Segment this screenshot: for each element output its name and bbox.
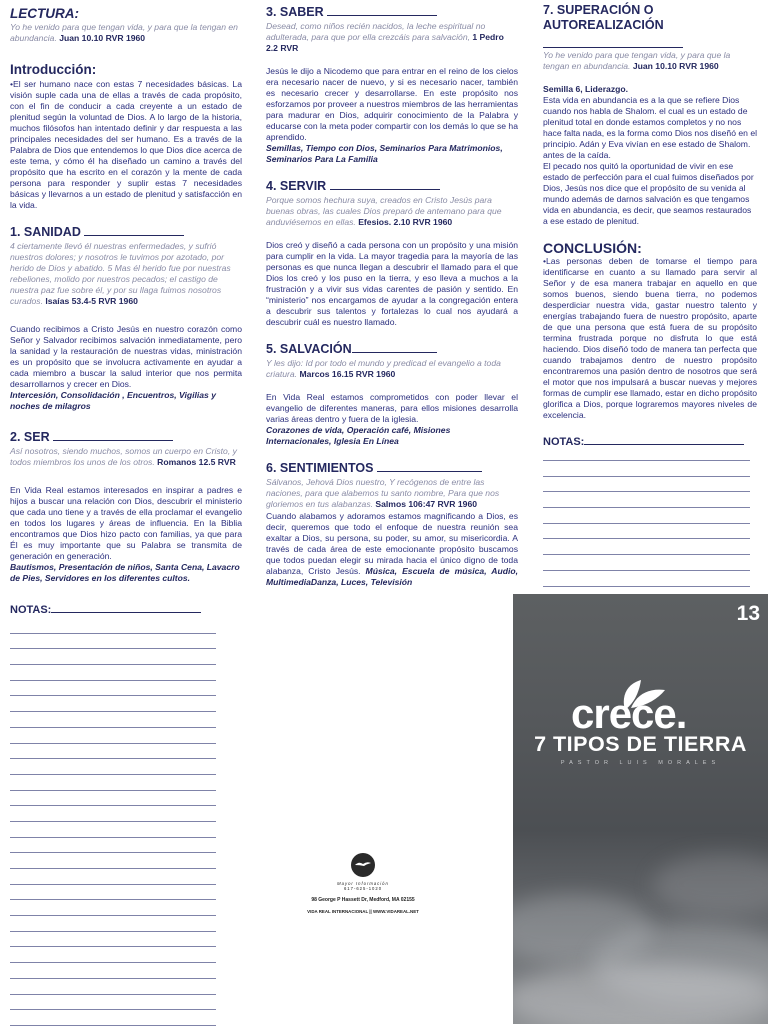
page-number: 13 <box>736 602 760 625</box>
contact-website: VIDA REAL INTERNACIONAL || WWW.VIDAREAL.NET <box>307 909 419 914</box>
section-7-text-1: Esta vida en abundancia es a la que se refiere Dios cuando nos habla de Shalom. el cual es un estado de plenitud total en donde estamos completos y no nos hace falta nada, es la forma como Dios nos diseñó en el principio. Adán y Eva vivían en ese estado de Shalom. antes de la caída. <box>543 95 758 160</box>
notes-left <box>10 603 216 1026</box>
contact-phone: 617-625-1020 <box>343 886 383 891</box>
column-3 <box>543 0 757 587</box>
section-1-text: Cuando recibimos a Cristo Jesús en nuestro corazón como Señor y Salvador recibimos salvación inmediatamente, pero la sanidad y la restauración de nuestras vidas, ministración es un propósito que se involucra activamente en ayudar a cada miembro a buscar la salud interior que nos permita desarrollarnos y crecer en Dios. <box>10 324 242 389</box>
section-1-ministries: Intercesión, Consolidación , Encuentros, Vigilias y noches de milagros <box>10 390 216 411</box>
section-3-ministries: Semillas, Tiempo con Dios, Seminarios Para Matrimonios, Seminarios Para La Familia <box>266 143 503 164</box>
section-6-title: 6. SENTIMIENTOS <box>266 461 518 476</box>
conclusion-title: CONCLUSIÓN: <box>543 240 642 256</box>
section-7-verse: Yo he venido para que tengan vida, y para que la tengan en abundancia. Juan 10.10 RVR 1960 <box>543 50 731 71</box>
dove-logo-icon <box>350 852 376 878</box>
section-5-verse: Y les dijo: Id por todo el mundo y predicad el evangelio a toda criatura. Marcos 16.15 RVR 1960 <box>266 358 501 379</box>
contact-info-label: Mayor Información <box>337 881 389 886</box>
notes-left-label: NOTAS: <box>10 603 216 618</box>
notes-right-label: NOTAS: <box>543 435 757 450</box>
cover-logo-word: crece. <box>571 690 687 737</box>
section-2-verse: Así nosotros, siendo muchos, somos un cuerpo en Cristo, y todos miembros los unos de los otros. Romanos 12.5 RVR <box>10 446 237 467</box>
section-2-ministries: Bautismos, Presentación de niños, Santa Cena, Lavacro de Pies, Servidores en los diferentes cultos. <box>10 562 240 583</box>
intro-text: •El ser humano nace con estas 7 necesidades básicas. La visión suple cada una de ellas a través de cada propósito, con el fin de conducir a cada creyente a un estado de plenitud según la voluntad de Dios. A lo largo de la historia, muchos filósofos han intentado definir y dar respuesta a las principales necesidades del ser humano. Es a través de la Palabra de Dios que entendemos lo que Dios dice acerca de este tema, y cómo él ha diseñado un camino a través del propósito que ha escrito en el corazón y la mente de cada persona para responder y suplir estas 7 necesidades básicas y llevarnos a un estado de plenitud y satisfacción en la vida. <box>10 79 242 210</box>
section-3-text: Jesús le dijo a Nicodemo que para entrar en el reino de los cielos era necesario nacer de nuevo, y si es necesario nacer, también es necesario crecer y desarrollarse. En este propósito nos esforzamos por proveer a nuestros miembros de las herramientas para madurar en Dios, adquirir conocimiento de la Palabra y educarse con la meta poder compartir con los demás lo que se ha aprendido. <box>266 66 518 142</box>
section-5-ministries: Corazones de vida, Operación café, Misiones Internacionales, Iglesia En Línea <box>266 425 451 446</box>
section-3-verse: Desead, como niños recién nacidos, la leche espiritual no adulterada, para que por ella crezcáis para salvación, 1 Pedro 2.2 RVR <box>266 21 504 53</box>
notes-right-lines <box>543 460 750 587</box>
lectura-title: LECTURA: <box>10 6 79 21</box>
section-4-verse: Porque somos hechura suya, creados en Cristo Jesús para buenas obras, las cuales Dios preparó de antemano para que anduviésemos en ellas. Efesios. 2.10 RVR 1960 <box>266 195 502 227</box>
section-7-subtitle: Semilla 6, Liderazgo. <box>543 84 629 94</box>
section-7-title: 7. SUPERACIÓN O AUTOREALIZACIÓN <box>543 3 664 32</box>
section-1-title: 1. SANIDAD <box>10 225 242 240</box>
conclusion-text: •Las personas deben de tomarse el tiempo para identificarse en cuanto a su llamado para servir al Señor y de esa manera trabajar en aquello en que somos buenos, siendo buena tierra, no podemos desperdiciar nuestra vida, gastar nuestro talento y energías trabajando fuera de nuestro propósito, aparte de que una persona que está fuera de su propósito termina frustrada porque no disfruta lo que está haciendo. Dios diseñó todo de manera tan perfecta que cuando trabajamos dentro de nuestro propósito encontraremos una pasión dentro de nosotros que será el motor que nos impulsará a buscar nuevas y mejores formas de cumplir ese llamado, estar en dicho propósito glorifica a Dios, porque lograremos mayores niveles de excelencia. <box>543 256 757 420</box>
section-5-text: En Vida Real estamos comprometidos con poder llevar el evangelio de diferentes maneras, para ellos misiones desarrolla varias áreas dentro y fuera de la iglesia. <box>266 392 518 424</box>
section-6-verse: Sálvanos, Jehová Dios nuestro, Y recógenos de entre las naciones, para que alabemos tu santo nombre, Para que nos gloriemos en tus alabanzas. Salmos 106:47 RVR 1960 <box>266 477 500 509</box>
contact-block <box>283 852 443 914</box>
notes-left-lines <box>10 633 216 1026</box>
cover-title: 7 TIPOS DE TIERRA <box>534 732 747 756</box>
section-4-text: Dios creó y diseñó a cada persona con un propósito y una misión para cumplir en la vida. La mayor tragedia para la mayoría de las personas es que nunca llegan a descubrir el llamado para el que Dios los creó y los puso en la tierra, y eso lleva a muchos a la frustración y a vivir sus vidas carentes de pasión y sentido. En “ministerio” nos encargamos de ayudar a la congregación entera a descubrir sus talentos y fortalezas lo cual nos ayudará a descubrir cuál es nuestro llamado. <box>266 240 518 327</box>
column-1 <box>10 0 242 584</box>
section-1-verse: 4 ciertamente llevó él nuestras enfermedades, y sufrió nuestros dolores; y nosotros le tuvimos por azotado, por herido de Dios y abatido. 5 Mas él herido fue por nuestras rebeliones, molido por nuestros pecados; el castigo de nuestra paz fue sobre él, y por su llaga fuimos nosotros curados. Isaías 53.4-5 RVR 1960 <box>10 241 231 306</box>
section-6-text: Cuando alabamos y adoramos estamos magnificando a Dios, es decir, queremos que todo el enfoque de nuestra reunión sea exaltar a Dios, su persona, su poder, su amor, su misericordia. A través de cada área de este emocionante propósito buscamos que todos puedan elegir su mirada hacia el único digno de toda alabanza, Cristo Jesús. Música, Escuela de música, Audio, MultimediaDanza, Luces, Televisión <box>266 511 518 587</box>
contact-address: 98 George P Hassett Dr, Medford, MA 02155 <box>311 897 415 903</box>
section-7-text-2: El pecado nos quitó la oportunidad de vivir en ese estado de perfección para el cual fuimos diseñados por Dios, Jesús nos dice que el propósito de su venida al mundo además de darnos salvación es que tengamos vida en abundancia, es decir, que seamos restaurados a ese estado de plenitud. <box>543 161 754 226</box>
column-2 <box>266 0 518 588</box>
section-5-title: 5. SALVACIÓN <box>266 342 518 357</box>
cover-panel <box>513 594 768 1024</box>
section-3-title: 3. SABER <box>266 5 518 20</box>
section-4-title: 4. SERVIR <box>266 179 518 194</box>
section-2-text: En Vida Real estamos interesados en inspirar a padres e hijos a buscar una relación con Dios, descubrir el ministerio que cada uno tiene y a través de ella proclamar el evangelio en todos los lugares y áreas de influencia. En la Biblia encontramos que Dios hizo pacto con familias, ya que para Él es muy importante que su Palabra se transmita de generación en generación. <box>10 485 242 561</box>
lectura-verse: Yo he venido para que tengan vida, y para que la tengan en abundancia. Juan 10.10 RVR 1960 <box>10 22 238 43</box>
section-2-title: 2. SER <box>10 430 242 445</box>
cover-author: PASTOR LUIS MORALES <box>560 760 721 766</box>
intro-title: Introducción: <box>10 62 97 77</box>
